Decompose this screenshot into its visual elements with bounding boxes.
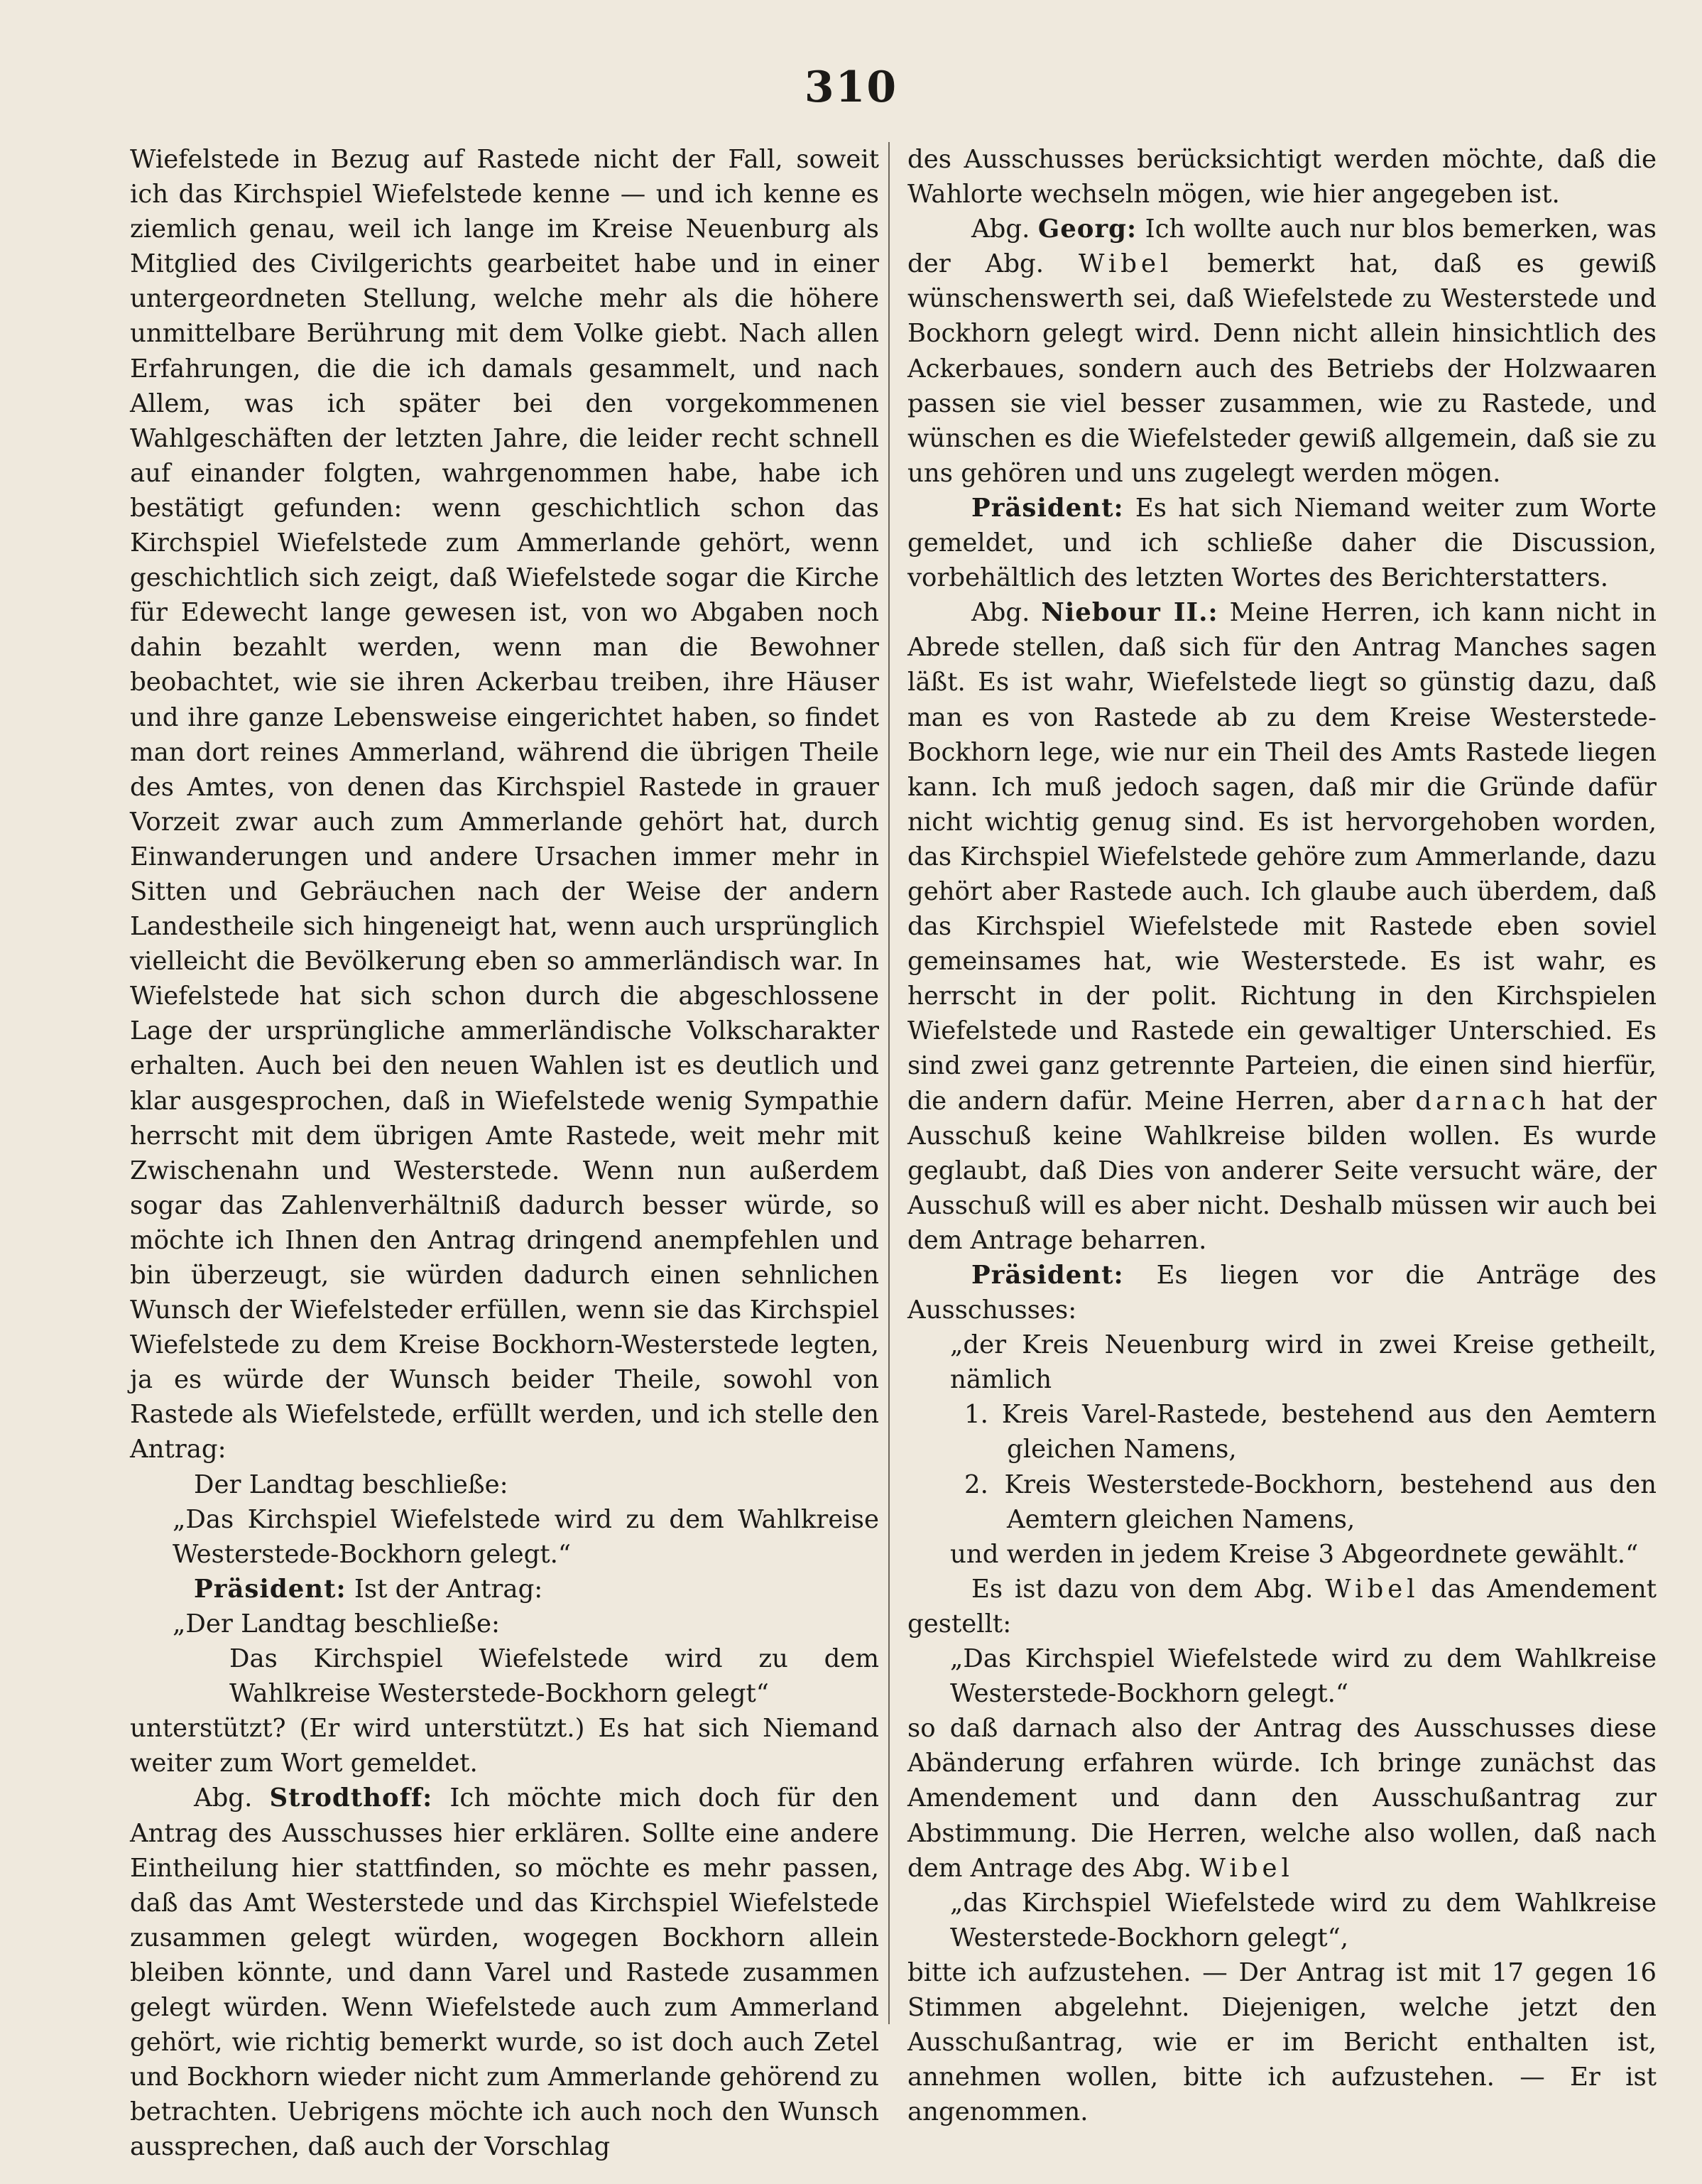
quoted-motion: Das Kirchspiel Wiefelstede wird zu dem Wahlkreise Westerstede-Bockhorn gelegt“ <box>229 1644 879 1709</box>
left-column <box>130 142 879 2164</box>
speaker-name: Präsident: <box>971 1261 1124 1290</box>
referenced-name: Wibel <box>1325 1574 1419 1604</box>
speech-text: Es liegen vor die Anträge des Ausschusses: <box>907 1261 1657 1325</box>
paragraph: Der Landtag beschließe: <box>194 1469 508 1499</box>
speaker-prefix: Abg. <box>971 598 1030 628</box>
speaker-paragraph <box>907 595 1657 1258</box>
speaker-prefix: Abg. <box>194 1783 253 1813</box>
list-item: 1. Kreis Varel-Rastede, bestehend aus den Aemtern gleichen Namens, <box>964 1400 1657 1465</box>
speech-text: Ist der Antrag: <box>354 1574 543 1604</box>
speaker-name: Niebour II.: <box>1041 598 1218 628</box>
speaker-paragraph <box>130 1572 879 1607</box>
speaker-name: Georg: <box>1037 214 1138 244</box>
body-text: Es ist dazu von dem Abg. <box>971 1574 1314 1604</box>
paragraph: des Ausschusses berücksichtigt werden möchte, daß die Wahlorte wechseln mögen, wie hier angegeben ist. <box>907 145 1657 210</box>
body-text: das Amendement gestellt: <box>907 1574 1657 1639</box>
speaker-name: Präsident: <box>194 1574 347 1604</box>
speech-text: bemerkt hat, daß es gewiß wünschenswerth sei, daß Wiefelstede zu Westerstede und Bockhorn gelegt wird. Denn nicht allein hinsichtlich des Ackerbaues, sondern auch des Betriebs der Holzwaaren passen sie viel besser zusammen, wie zu Rastede, und wünschen es die Wiefelsteder gewiß allgemein, daß sie zu uns gehören und uns zugelegt werden mögen. <box>907 249 1657 488</box>
column-divider <box>888 142 890 2024</box>
quoted-motion: und werden in jedem Kreise 3 Abgeordnete gewählt.“ <box>950 1539 1639 1569</box>
paragraph <box>907 1711 1657 1885</box>
speaker-paragraph <box>907 491 1657 595</box>
speech-text: Ich möchte mich doch für den Antrag des Ausschusses hier erklären. Sollte eine andere Eintheilung hier stattfinden, so möchte es mehr passen, daß das Amt Westerstede und das Kirchspiel Wiefelstede zusammen gelegt würden, wogegen Bockhorn allein bleiben könnte, und dann Varel und Rastede zusammen gelegt würden. Wenn Wiefelstede auch zum Ammerland gehört, wie richtig bemerkt wurde, so ist doch auch Zetel und Bockhorn wieder nicht zum Ammerlande gehörend zu betrachten. Uebrigens möchte ich auch noch den Wunsch aussprechen, daß auch der Vorschlag <box>130 1783 879 2162</box>
speech-text: Meine Herren, ich kann nicht in Abrede stellen, daß sich für den Antrag Manches sagen läßt. Es ist wahr, Wiefelstede liegt so günstig dazu, daß man es von Rastede ab zu dem Kreise Westerstede-Bockhorn lege, wie nur ein Theil des Amts Rastede liegen kann. Ich muß jedoch sagen, daß mir die Gründe dafür nicht wichtig genug sind. Es ist hervorgehoben worden, das Kirchspiel Wiefelstede gehöre zum Ammerlande, dazu gehört aber Rastede auch. Ich glaube auch überdem, daß das Kirchspiel Wiefelstede mit Rastede eben soviel gemeinsames hat, wie Westerstede. Es ist wahr, es herrscht in der polit. Richtung in den Kirchspielen Wiefelstede und Rastede ein gewaltiger Unterschied. Es sind zwei ganz getrennte Parteien, die einen sind hierfür, die andern dafür. Meine Herren, aber <box>907 598 1657 1116</box>
speech-text: Es hat sich Niemand weiter zum Worte gemeldet, und ich schließe daher die Discussion, vorbehältlich des letzten Wortes des Berichterstatters. <box>907 493 1657 593</box>
paragraph: unterstützt? (Er wird unterstützt.) Es hat sich Niemand weiter zum Wort gemeldet. <box>130 1714 879 1778</box>
speech-text: Ich wollte auch nur blos bemerken, was der Abg. <box>907 214 1657 279</box>
quoted-motion: „Das Kirchspiel Wiefelstede wird zu dem Wahlkreise Westerstede-Bockhorn gelegt.“ <box>950 1644 1657 1709</box>
speech-text: hat der Ausschuß keine Wahlkreise bilden wollen. Es wurde geglaubt, daß Dies von anderer Seite versucht wäre, der Ausschuß will es aber nicht. Deshalb müssen wir auch bei dem Antrage beharren. <box>907 1086 1657 1255</box>
quoted-motion: „Der Landtag beschließe: <box>173 1609 500 1639</box>
speaker-paragraph <box>907 1258 1657 1327</box>
quoted-motion: „das Kirchspiel Wiefelstede wird zu dem Wahlkreise Westerstede-Bockhorn gelegt“, <box>950 1888 1657 1952</box>
page-number: 310 <box>804 63 898 112</box>
paragraph: Wiefelstede in Bezug auf Rastede nicht der Fall, soweit ich das Kirchspiel Wiefelstede kenne — und ich kenne es ziemlich genau, weil ich lange im Kreise Neuenburg als Mitglied des Civilgerichts gearbeitet habe und in einer untergeordneten Stellung, welche mehr als die höhere unmittelbare Berührung mit dem Volke giebt. Nach allen Erfahrungen, die die ich damals gesammelt, und nach Allem, was ich später bei den vorgekommenen Wahlgeschäften der letzten Jahre, die leider recht schnell auf einander folgten, wahrgenommen habe, habe ich bestätigt gefunden: wenn geschichtlich schon das Kirchspiel Wiefelstede zum Ammerlande gehört, wenn geschichtlich sich zeigt, daß Wiefelstede sogar die Kirche für Edewecht lange gewesen ist, von wo Abgaben noch dahin bezahlt werden, wenn man die Bewohner beobachtet, wie sie ihren Ackerbau treiben, ihre Häuser und ihre ganze Lebensweise eingerichtet haben, so findet man dort reines Ammerland, während die übrigen Theile des Amtes, von denen das Kirchspiel Rastede in grauer Vorzeit zwar auch zum Ammerlande gehört hat, durch Einwanderungen und andere Ursachen immer mehr in Sitten und Gebräuchen nach der Weise der andern Landestheile sich hingeneigt hat, wenn auch ursprünglich vielleicht die Bevölkerung eben so ammerländisch war. In Wiefelstede hat sich schon durch die abgeschlossene Lage der ursprüngliche ammerländische Volkscharakter erhalten. Auch bei den neuen Wahlen ist es deutlich und klar ausgesprochen, daß in Wiefelstede wenig Sympathie herrscht mit dem übrigen Amte Rastede, weit mehr mit Zwischenahn und Westerstede. Wenn nun außerdem sogar das Zahlenverhältniß dadurch besser würde, so möchte ich Ihnen den Antrag dringend anempfehlen und bin überzeugt, sie würden dadurch einen sehnlichen Wunsch der Wiefelsteder erfüllen, wenn sie das Kirchspiel Wiefelstede zu dem Kreise Bockhorn-Westerstede legten, ja es würde der Wunsch beider Theile, sowohl von Rastede als Wiefelstede, erfüllt werden, und ich stelle den Antrag: <box>130 145 879 1465</box>
paragraph: bitte ich aufzustehen. — Der Antrag ist mit 17 gegen 16 Stimmen abgelehnt. Diejenigen, welche jetzt den Ausschußantrag, wie er im Bericht enthalten ist, annehmen wollen, bitte ich aufzustehen. — Er ist angenommen. <box>907 1957 1657 2127</box>
referenced-name: Wibel <box>1079 249 1173 279</box>
body-text: so daß darnach also der Antrag des Ausschusses diese Abänderung erfahren würde. Ich bringe zunächst das Amendement und dann den Ausschußantrag zur Abstimmung. Die Herren, welche also wollen, daß nach dem Antrage des Abg. <box>907 1714 1657 1883</box>
quoted-motion: „Das Kirchspiel Wiefelstede wird zu dem Wahlkreise Westerstede-Bockhorn gelegt.“ <box>173 1504 879 1569</box>
speaker-paragraph <box>907 212 1657 491</box>
emphasized-word: darnach <box>1415 1086 1550 1116</box>
list-item: 2. Kreis Westerstede-Bockhorn, bestehend aus den Aemtern gleichen Namens, <box>964 1469 1657 1534</box>
right-column <box>907 142 1657 2129</box>
speaker-paragraph <box>130 1781 879 2164</box>
speaker-name: Präsident: <box>971 493 1124 523</box>
speaker-prefix: Abg. <box>971 214 1030 244</box>
paragraph <box>907 1572 1657 1641</box>
referenced-name: Wibel <box>1199 1853 1294 1883</box>
quoted-motion: „der Kreis Neuenburg wird in zwei Kreise getheilt, nämlich <box>950 1330 1657 1395</box>
speaker-name: Strodthoff: <box>269 1783 433 1813</box>
